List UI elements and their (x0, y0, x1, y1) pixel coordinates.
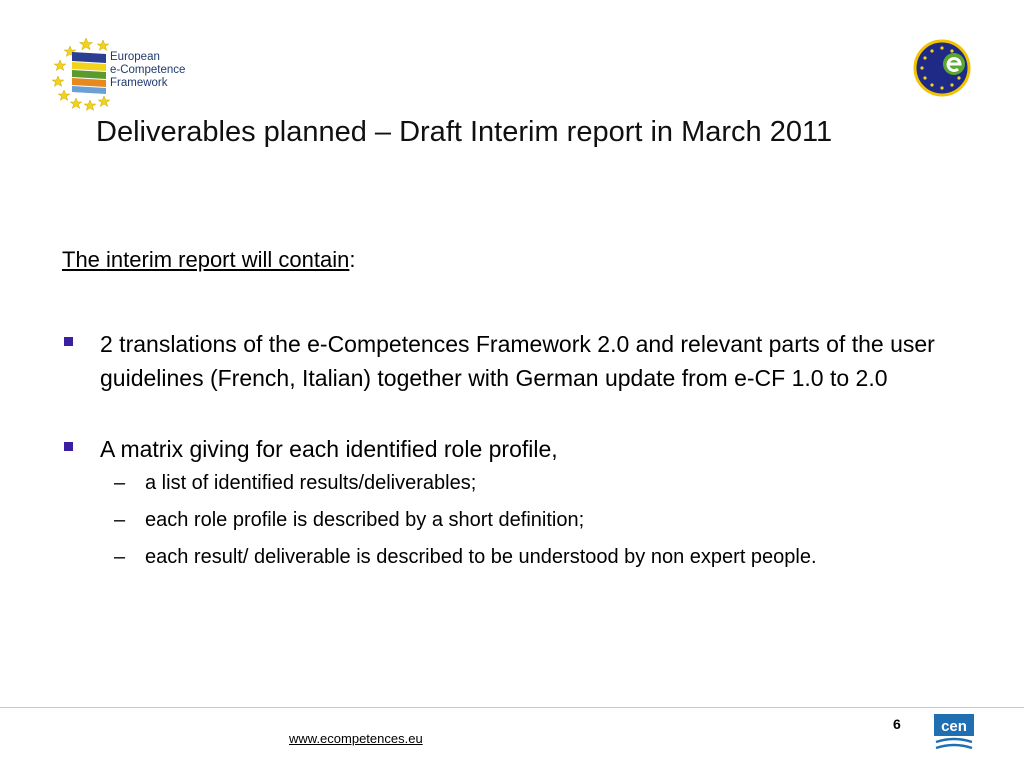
intro-text (62, 247, 355, 273)
dash-marker: – (114, 509, 126, 531)
square-bullet-icon (64, 337, 73, 346)
bullet-text: 2 translations of the e-Competences Framework 2.0 and relevant parts of the user guidelines (French, Italian) together with German update from e-CF 1.0 to 2.0 (100, 331, 935, 391)
cen-logo (932, 712, 976, 756)
square-bullet-icon (64, 442, 73, 451)
sub-bullet-text: each result/ deliverable is described to be understood by non expert people. (145, 546, 817, 568)
bullet-item-translations (62, 327, 942, 395)
intro-colon: : (349, 247, 356, 272)
bullet-text: A matrix giving for each identified role profile, (100, 436, 558, 462)
page-number: 6 (893, 716, 901, 732)
logo-line-ecompetence: e-Competence (110, 64, 186, 76)
bullet-list (62, 327, 942, 579)
sub-bullet-item (100, 542, 942, 572)
sub-bullet-text: a list of identified results/deliverables; (145, 472, 477, 494)
bullet-item-matrix (62, 432, 942, 572)
e-skills-logo (912, 38, 972, 98)
dash-marker: – (114, 472, 126, 494)
sub-bullet-item (100, 468, 942, 498)
intro-underlined: The interim report will contain (62, 247, 350, 272)
logo-line-european: European (110, 51, 160, 63)
website-link[interactable]: www.ecompetences.eu (289, 731, 423, 746)
dash-marker: – (114, 546, 126, 568)
e-circle-icon (912, 38, 972, 98)
cen-logo-label: cen (941, 718, 967, 735)
ecf-logo-text (110, 51, 185, 90)
sub-bullet-text: each role profile is described by a short definition; (145, 509, 585, 531)
logo-line-framework: Framework (110, 77, 168, 89)
slide-title: Deliverables planned – Draft Interim report in March 2011 (96, 116, 833, 148)
footer-divider (0, 707, 1024, 708)
cen-logo-icon (932, 712, 976, 756)
sub-bullet-item (100, 505, 942, 535)
sub-bullet-list (100, 468, 942, 572)
